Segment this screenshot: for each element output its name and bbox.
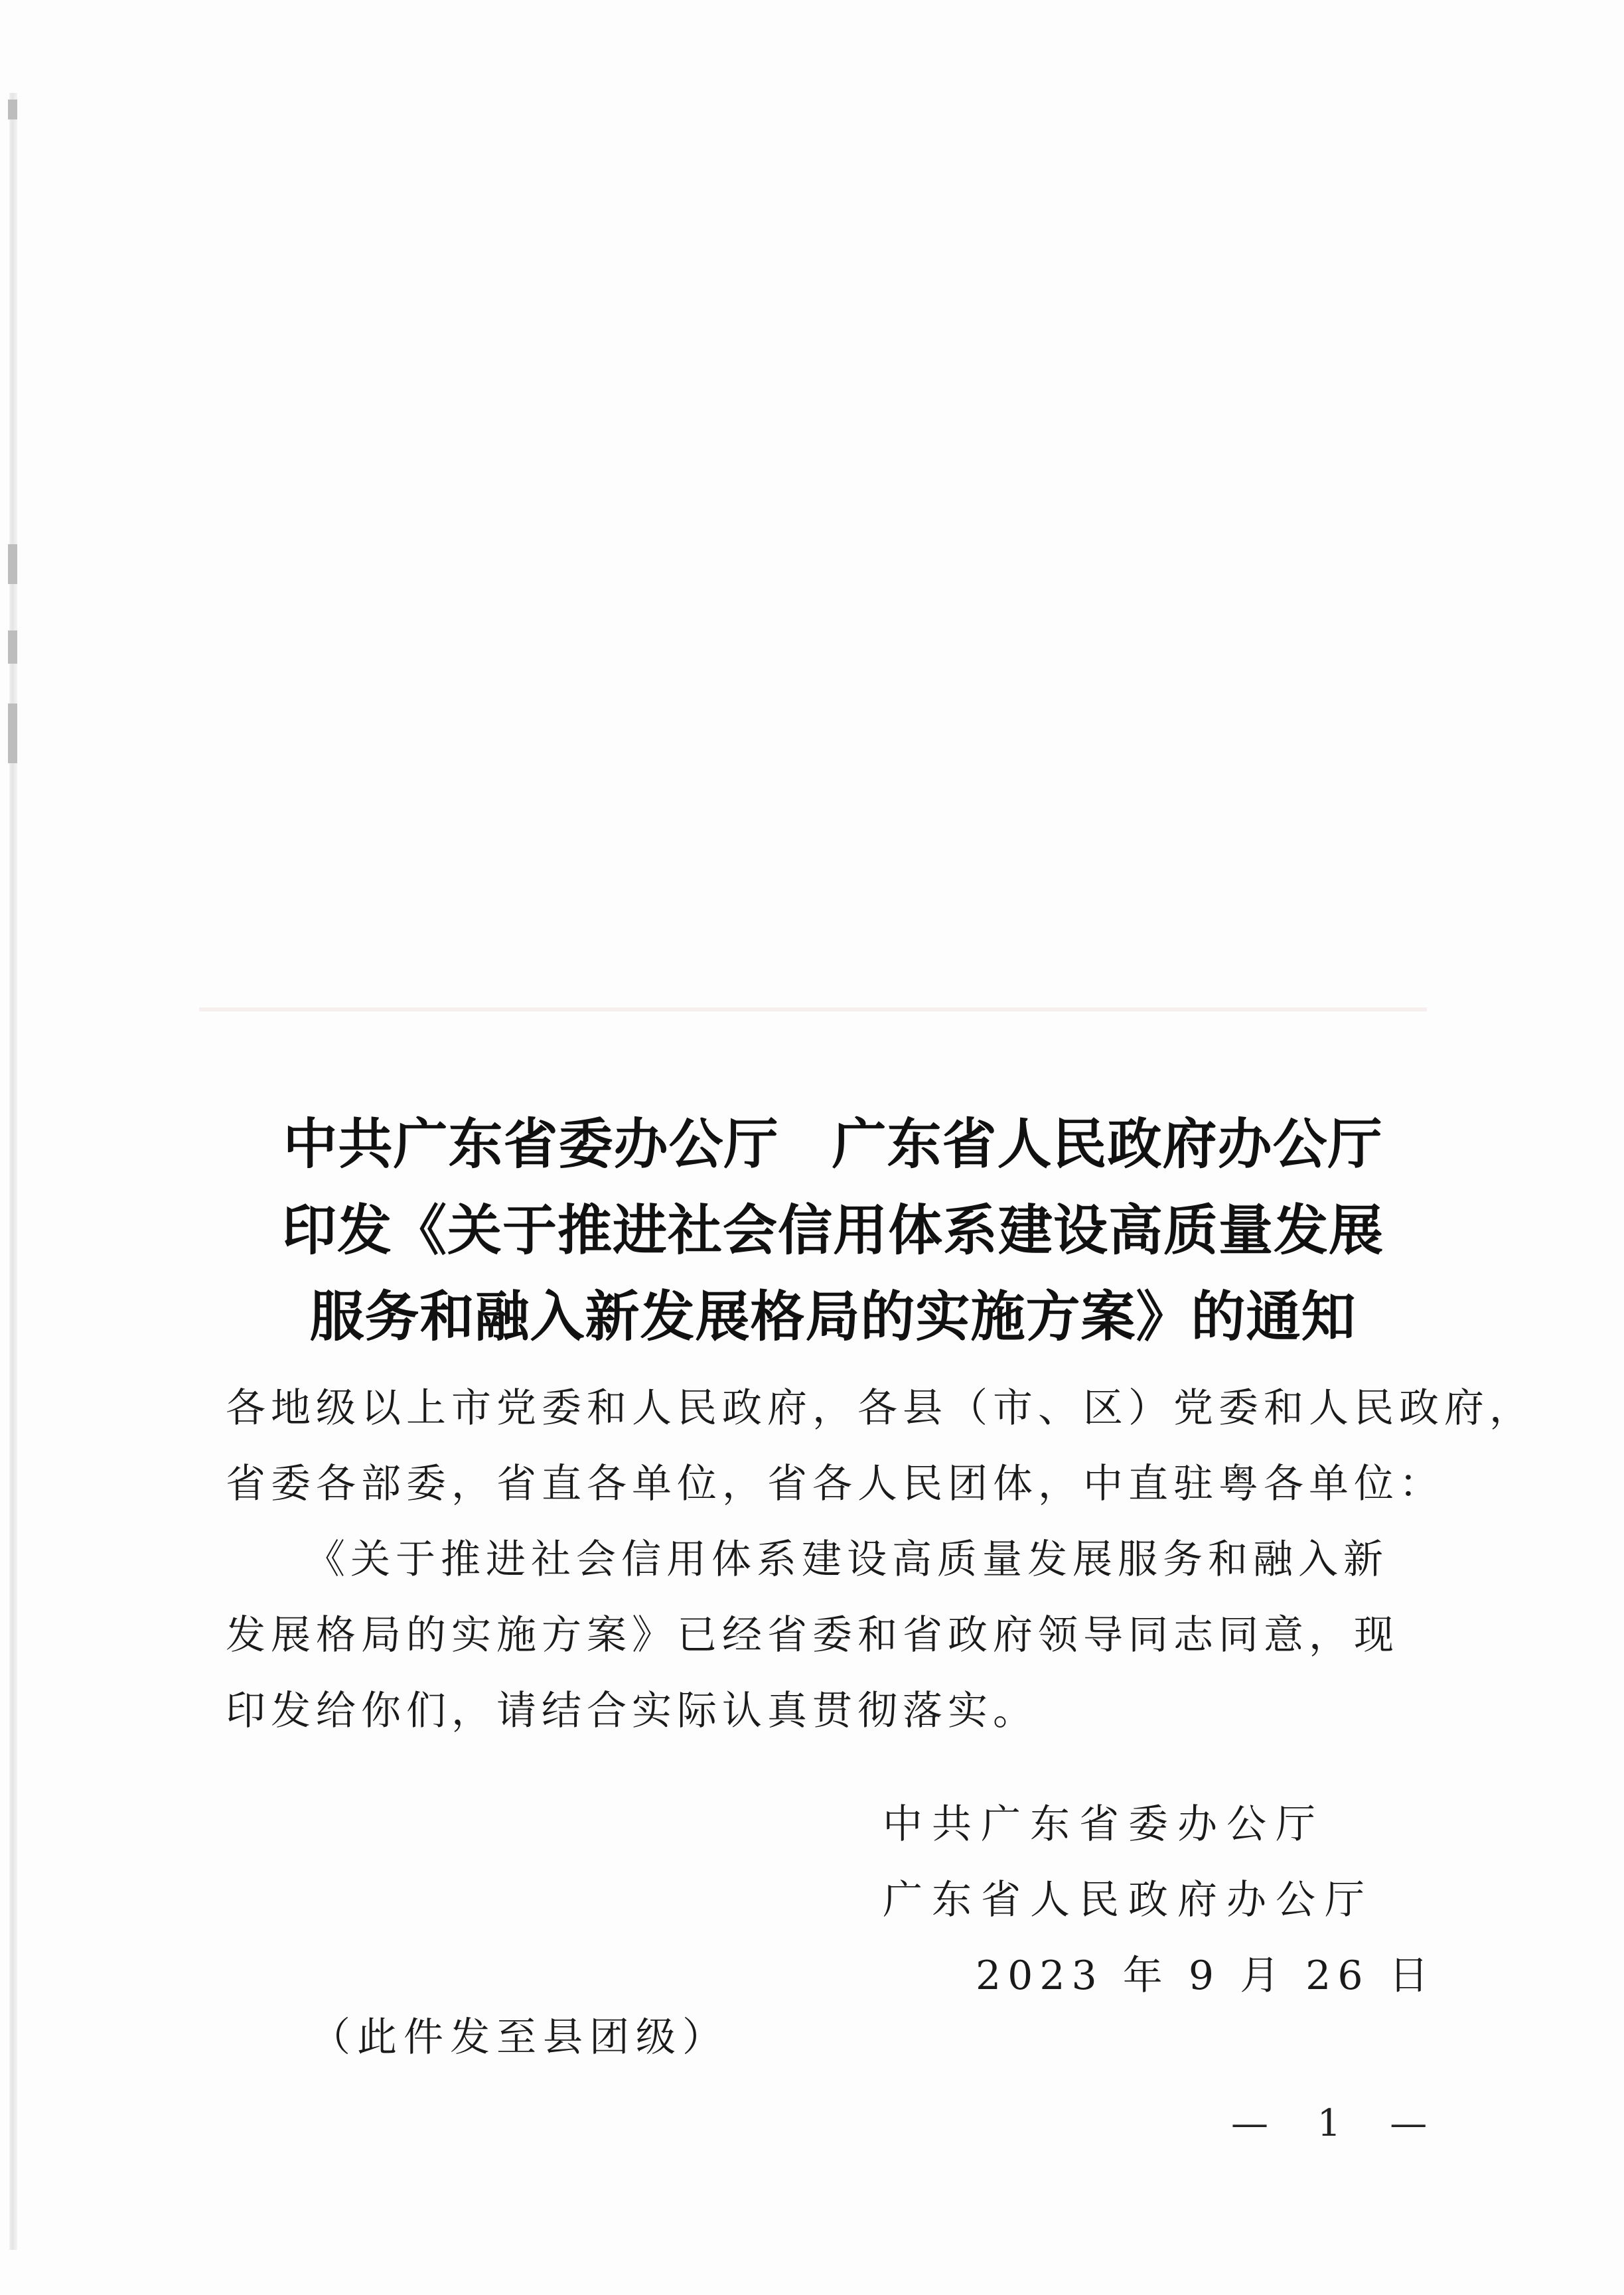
- content-line-1: 《关于推进社会信用体系建设高质量发展服务和融入新: [305, 1536, 1388, 1583]
- page-number: — 1 —: [1231, 2102, 1446, 2145]
- content-line-3: 印发给你们，请结合实际认真贯彻落实。: [226, 1688, 1038, 1734]
- scan-edge-artifact: [9, 93, 17, 2250]
- scan-mark: [8, 630, 17, 664]
- document-title: [219, 1102, 1447, 1361]
- addressee-block: [226, 1370, 1534, 1522]
- scan-mark: [8, 703, 17, 763]
- addressee-line-2: 省委各部委，省直各单位，省各人民团体，中直驻粤各单位：: [226, 1461, 1444, 1507]
- content-line-2: 发展格局的实施方案》已经省委和省政府领导同志同意，现: [226, 1612, 1399, 1659]
- signature-block: [883, 1787, 1436, 2014]
- title-issuer-1: 中共广东省委办公厅: [283, 1113, 779, 1176]
- title-line-3: 服务和融入新发展格局的实施方案》的通知: [309, 1286, 1357, 1349]
- addressee-line-1: 各地级以上市党委和人民政府，各县（市、区）党委和人民政府，: [226, 1385, 1534, 1432]
- title-line-2: 印发《关于推进社会信用体系建设高质量发展: [281, 1199, 1384, 1262]
- signature-issuer-1: 中共广东省委办公厅: [883, 1801, 1325, 1848]
- faint-red-line: [199, 1007, 1427, 1011]
- signature-date: 2023 年 9 月 26 日: [976, 1953, 1436, 1999]
- scan-mark: [8, 544, 17, 584]
- signature-issuer-2: 广东省人民政府办公厅: [883, 1877, 1374, 1923]
- title-issuer-2: 广东省人民政府办公厅: [832, 1113, 1383, 1176]
- title-line-1: [219, 1102, 1447, 1188]
- distribution-note: （此件发至县团级）: [311, 2014, 729, 2061]
- scan-mark: [8, 100, 17, 119]
- content-block: [226, 1522, 1440, 1749]
